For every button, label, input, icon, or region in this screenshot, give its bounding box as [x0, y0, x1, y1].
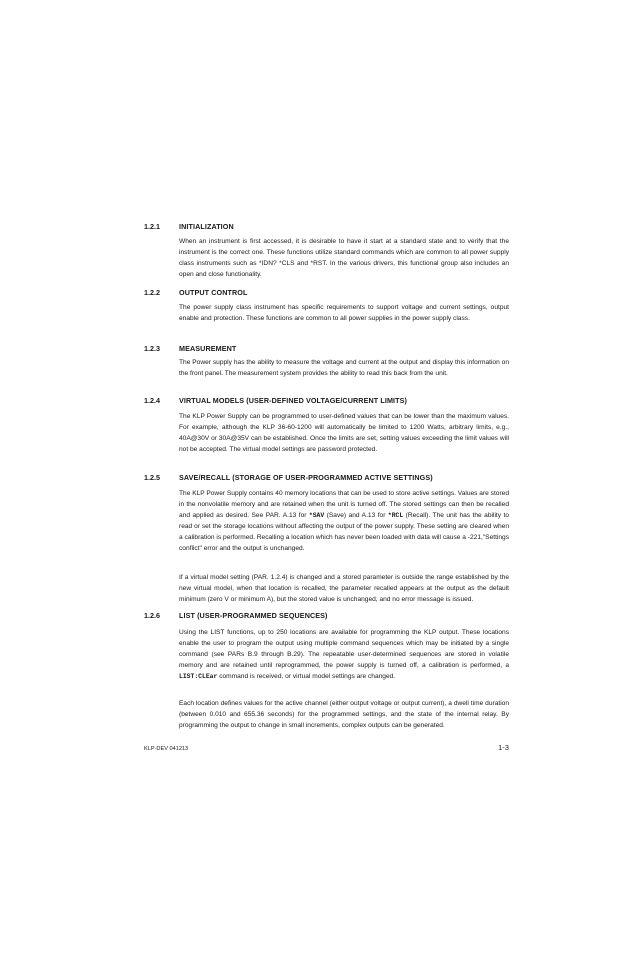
- text-run: (Save) and A.13 for: [324, 511, 388, 519]
- text-run: The KLP Power Supply contains 40 memory locations that can be used to store active settings. Values are stored in the nonvolatile memory and are retained when the unit is turned off. The stored settings can then be recalled and applied as desired. See PAR. A.13 for: [179, 490, 509, 519]
- section-title: INITIALIZATION: [179, 222, 234, 231]
- command-sav: *SAV: [308, 511, 325, 519]
- text-run: command is received, or virtual model settings are changed.: [217, 672, 396, 680]
- section-title: LIST (USER-PROGRAMMED SEQUENCES): [179, 611, 328, 620]
- command-rcl: *RCL: [387, 511, 404, 519]
- paragraph: [179, 628, 509, 683]
- section-title: VIRTUAL MODELS (USER-DEFINED VOLTAGE/CURRENT LIMITS): [179, 396, 408, 405]
- section-number: 1.2.2: [144, 288, 160, 297]
- paragraph: The Power supply has the ability to measure the voltage and current at the output and display this information on the front panel. The measurement system provides the ability to read this back from the unit.: [179, 359, 509, 377]
- paragraph: When an instrument is first accessed, it is desirable to have it start at a standard state and to verify that the instrument is the correct one. These functions utilize standard commands which are common to all power supply class instruments such as *IDN? *CLS and *RST. In the various drivers, this functional group also includes an open and close functionality.: [179, 238, 509, 278]
- section-number: 1.2.6: [144, 611, 160, 620]
- section-number: 1.2.3: [144, 344, 160, 353]
- section-number: 1.2.5: [144, 473, 160, 482]
- paragraph: Each location defines values for the active channel (either output voltage or output current), a dwell time duration (between 0.010 and 655.36 seconds) for the programmed settings, and the state of the internal relay. By programming the output to change in small increments, complex outputs can be generated.: [179, 700, 509, 729]
- section-number: 1.2.4: [144, 396, 160, 405]
- text-run: Using the LIST functions, up to 250 locations are available for programming the KLP output. These locations enable the user to program the output using multiple command sequences which may be initiated by a single command (see PARs B.9 through B.29). The repeatable user-determined sequences are stored in volatile memory and are retained until reprogrammed, the power supply is turned off, a calibration is performed, a: [179, 629, 509, 669]
- footer-doc-id: KLP-DEV 041213: [144, 746, 189, 752]
- section-title: SAVE/RECALL (STORAGE OF USER-PROGRAMMED ACTIVE SETTINGS): [179, 473, 433, 482]
- paragraph: If a virtual model setting (PAR. 1.2.4) is changed and a stored parameter is outside the range established by the new virtual model, when that location is recalled, the parameter recalled appears at the output as the default minimum (zero V or minimum A), but the stored value is unchanged, and no error message is issued.: [179, 574, 509, 603]
- section-title: OUTPUT CONTROL: [179, 288, 248, 297]
- text-run: (Recall). The unit has the ability to read or set the storage locations without affecting the output of the power supply. These setting are cleared when a calibration is performed. Recalling a location which has never been loaded with data will cause a -221,"Settings conflict" error and the output is unchanged.: [179, 511, 509, 552]
- command-list-clear: LIST:CLEar: [179, 672, 218, 680]
- paragraph: The power supply class instrument has specific requirements to support voltage and current settings, output enable and protection. These functions are common to all power supplies in the power supply class.: [179, 304, 509, 322]
- section-number: 1.2.1: [144, 222, 160, 231]
- footer-page-number: 1-3: [498, 743, 509, 752]
- paragraph: [179, 489, 509, 554]
- section-title: MEASUREMENT: [179, 344, 237, 353]
- paragraph: The KLP Power Supply can be programmed to user-defined values that can be lower than the maximum values. For example, although the KLP 36-60-1200 will automatically be limited to 1200 Watts, arbitrary limits, e.g., 40A@30V or 30A@35V can be established. Once the limits are set, setting values exceeding the limit values will not be accepted. The virtual model settings are password protected.: [179, 413, 509, 453]
